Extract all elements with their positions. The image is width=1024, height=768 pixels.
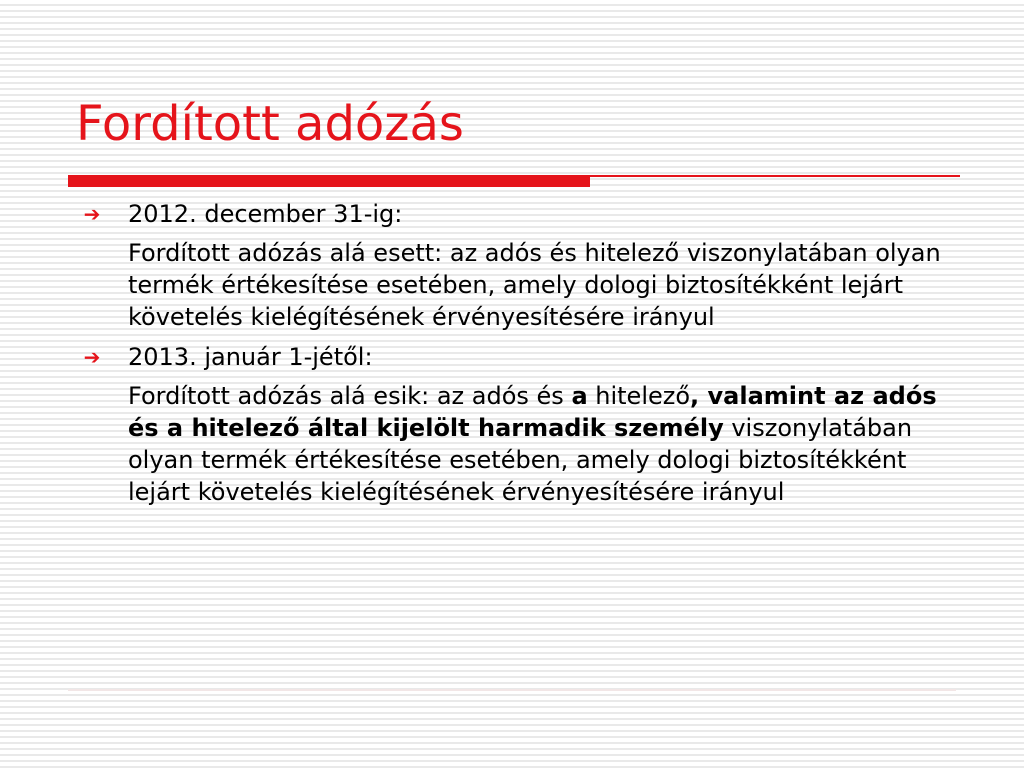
bullet-heading: 2012. december 31-ig:: [128, 200, 403, 228]
bullet-item-2012: [80, 198, 970, 231]
bullet-item-2013: [80, 341, 970, 374]
paragraph-text: Fordított adózás alá esik: az adós és: [128, 382, 572, 410]
arrow-right-icon: ➔: [83, 202, 101, 226]
arrow-right-icon: ➔: [83, 345, 101, 369]
title-underline-thin: [590, 175, 960, 177]
paragraph-bold-text: a: [571, 382, 588, 410]
paragraph-bold-text: , valamint az adós és a hitelező által kijelölt harmadik személy: [128, 382, 937, 442]
title-underline-thick: [68, 175, 590, 187]
bullet-paragraph: Fordított adózás alá esett: az adós és hitelező viszonylatában olyan termék értékesítése esetében, amely dologi biztosítékként lejárt követelés kielégítésének érvényesítésére irányul: [128, 239, 941, 331]
slide-body: [80, 198, 970, 516]
bullet-paragraph: [128, 380, 970, 508]
paragraph-text: hitelező: [587, 382, 691, 410]
bullet-heading: 2013. január 1-jétől:: [128, 343, 373, 371]
slide-title: Fordított adózás: [76, 96, 464, 152]
paragraph-text: viszonylatában olyan termék értékesítése esetében, amely dologi biztosítékként lejárt követelés kielégítésének érvényesítésére irányul: [128, 414, 913, 506]
footer-divider: [68, 689, 956, 691]
